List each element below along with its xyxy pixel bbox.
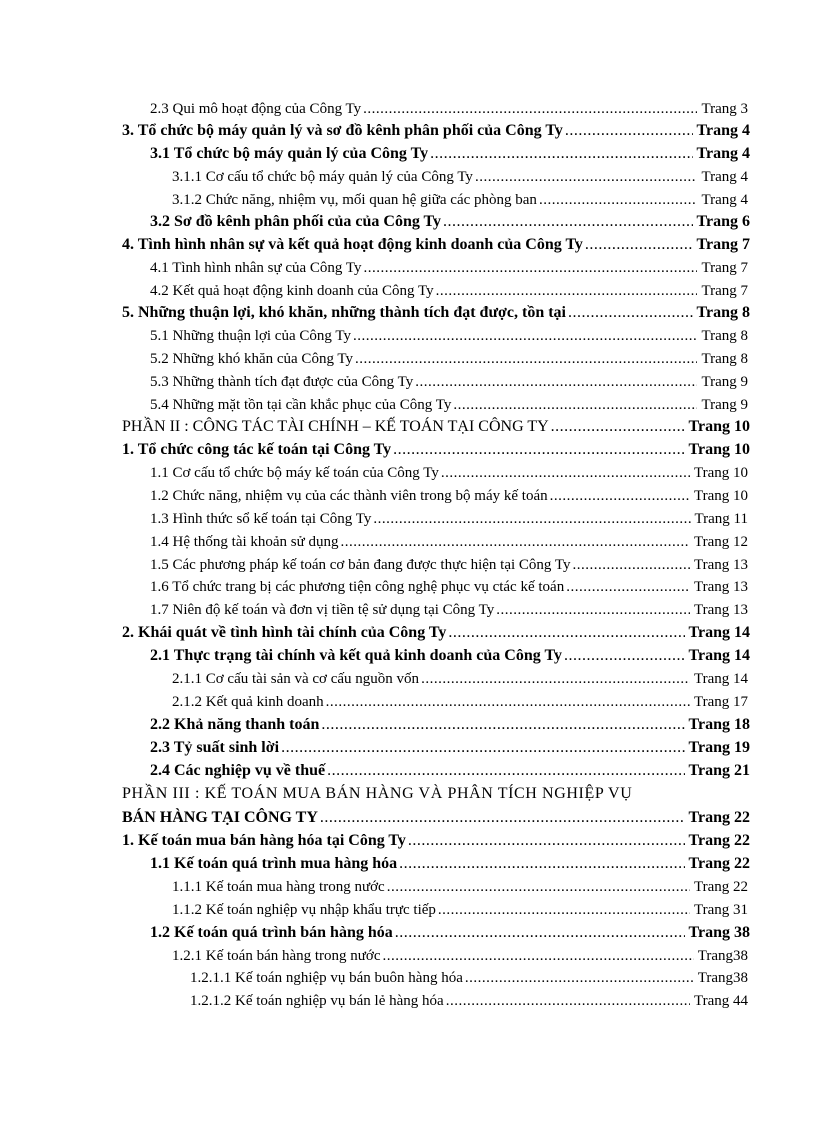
toc-entry: 1.6 Tổ chức trang bị các phương tiện công nghệ phục vụ ctác kế toán ..... Trang 13 — [150, 576, 748, 598]
toc-entry: 2.3 Tỷ suất sinh lời ..... Trang 19 — [150, 737, 750, 759]
toc-entry: 1.2.1.1 Kế toán nghiệp vụ bán buôn hàng hóa ..... Trang38 — [190, 967, 748, 989]
toc-entry: 2.1.2 Kết quả kinh doanh ..... Trang 17 — [172, 691, 748, 713]
toc-entry: 3.1.1 Cơ cấu tổ chức bộ máy quản lý của Công Ty ..... Trang 4 — [172, 166, 748, 188]
toc-entry-line2: BÁN HÀNG TẠI CÔNG TY ..... Trang 22 — [122, 806, 750, 830]
toc-entry: 5.1 Những thuận lợi của Công Ty ..... Trang 8 — [150, 325, 748, 347]
toc-entry-multiline — [122, 782, 750, 830]
toc-entry: 1.1 Cơ cấu tổ chức bộ máy kế toán của Công Ty ..... Trang 10 — [150, 462, 748, 484]
toc-entry: 2.4 Các nghiệp vụ về thuế ..... Trang 21 — [150, 760, 750, 782]
toc-entry: 2. Khái quát về tình hình tài chính của Công Ty ..... Trang 14 — [122, 622, 750, 644]
toc-entry: 1.2 Chức năng, nhiệm vụ của các thành viên trong bộ máy kế toán ..... Trang 10 — [150, 485, 748, 507]
toc-entry: 1.1.1 Kế toán mua hàng trong nước ..... Trang 22 — [172, 876, 748, 898]
toc-entry: 2.2 Khả năng thanh toán ..... Trang 18 — [150, 714, 750, 736]
toc-entry: 2.1 Thực trạng tài chính và kết quả kinh doanh của Công Ty ..... Trang 14 — [150, 645, 750, 667]
toc-entry: 1. Tổ chức công tác kế toán tại Công Ty ..... Trang 10 — [122, 439, 750, 461]
toc-entry: 3. Tổ chức bộ máy quản lý và sơ đồ kênh phân phối của Công Ty ..... Trang 4 — [122, 120, 750, 142]
toc-entry-line1: PHẦN III : KẾ TOÁN MUA BÁN HÀNG VÀ PHÂN TÍCH NGHIỆP VỤ — [122, 785, 633, 802]
toc-entry: 1.3 Hình thức sổ kế toán tại Công Ty ..... Trang 11 — [150, 508, 748, 530]
toc-entry: 4. Tình hình nhân sự và kết quả hoạt động kinh doanh của Công Ty ..... Trang 7 — [122, 234, 750, 256]
toc-entry: 1.4 Hệ thống tài khoản sử dụng ..... Trang 12 — [150, 531, 748, 553]
toc-entry: 1.5 Các phương pháp kế toán cơ bản đang được thực hiện tại Công Ty ..... Trang 13 — [150, 554, 748, 576]
toc-entry: 5. Những thuận lợi, khó khăn, những thành tích đạt được, tồn tại ..... Trang 8 — [122, 302, 750, 324]
toc-entry: 4.2 Kết quả hoạt động kinh doanh của Công Ty ..... Trang 7 — [150, 280, 748, 302]
toc-entry: 1.2.1 Kế toán bán hàng trong nước ..... Trang38 — [172, 945, 748, 967]
toc-entry: PHẦN II : CÔNG TÁC TÀI CHÍNH – KẾ TOÁN TẠI CÔNG TY ..... Trang 10 — [122, 416, 750, 438]
toc-entry: 1.1 Kế toán quá trình mua hàng hóa ..... Trang 22 — [150, 853, 750, 875]
toc-entry: 5.3 Những thành tích đạt được của Công Ty ..... Trang 9 — [150, 371, 748, 393]
toc-entry: 3.1.2 Chức năng, nhiệm vụ, mối quan hệ giữa các phòng ban ..... Trang 4 — [172, 189, 748, 211]
toc-entry: 1.1.2 Kế toán nghiệp vụ nhập khẩu trực tiếp ..... Trang 31 — [172, 899, 748, 921]
toc-entry: 4.1 Tình hình nhân sự của Công Ty ..... Trang 7 — [150, 257, 748, 279]
toc-entry: 2.3 Qui mô hoạt động của Công Ty ..... Trang 3 — [150, 98, 748, 120]
toc-entry: 3.2 Sơ đồ kênh phân phối của của Công Ty ..... Trang 6 — [150, 211, 750, 233]
toc-entry: 1. Kế toán mua bán hàng hóa tại Công Ty ..... Trang 22 — [122, 830, 750, 852]
toc-entry: 5.4 Những mặt tồn tại cần khắc phục của Công Ty ..... Trang 9 — [150, 394, 748, 416]
toc-entry: 1.7 Niên độ kế toán và đơn vị tiền tệ sử dụng tại Công Ty ..... Trang 13 — [150, 599, 748, 621]
toc-entry: 5.2 Những khó khăn của Công Ty ..... Trang 8 — [150, 348, 748, 370]
toc-entry: 1.2 Kế toán quá trình bán hàng hóa ..... Trang 38 — [150, 922, 750, 944]
toc-entry: 3.1 Tổ chức bộ máy quản lý của Công Ty ..... Trang 4 — [150, 143, 750, 165]
toc-entry: 2.1.1 Cơ cấu tài sản và cơ cấu nguồn vốn ..... Trang 14 — [172, 668, 748, 690]
toc-entry: 1.2.1.2 Kế toán nghiệp vụ bán lẻ hàng hóa ..... Trang 44 — [190, 990, 748, 1012]
